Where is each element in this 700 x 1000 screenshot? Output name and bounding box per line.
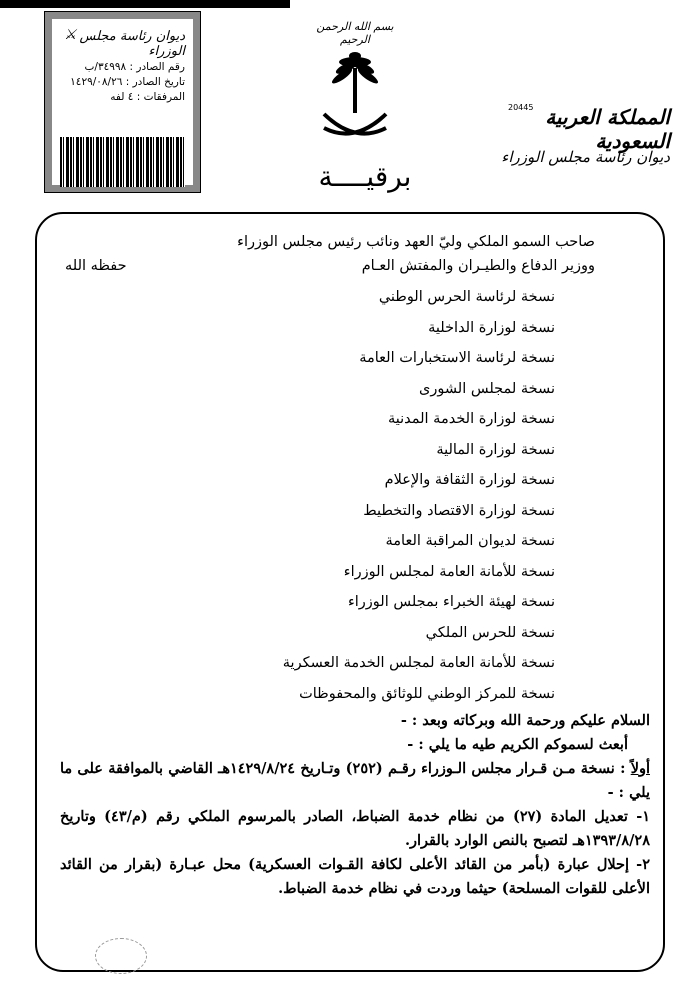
telegram-title: برقيــــة xyxy=(318,160,412,193)
bismillah: بسم الله الرحمن الرحيم xyxy=(316,20,394,46)
palm-swords-icon: ⚔ xyxy=(64,27,77,43)
kingdom-serial: 20445 xyxy=(508,103,534,112)
copy-item: نسخة لرئاسة الاستخبارات العامة xyxy=(359,350,555,366)
letter-body xyxy=(60,230,650,901)
ref-number: رقم الصادر : ٣٤٩٩٨/ب xyxy=(84,61,185,73)
kingdom-title: المملكة العربية السعودية xyxy=(545,105,670,153)
honorific: حفظه الله xyxy=(65,258,127,274)
copy-item: نسخة للأمانة العامة لمجلس الوزراء xyxy=(343,563,555,580)
addressee-line-1: صاحب السمو الملكي وليّ العهد ونائب رئيس مجلس الوزراء xyxy=(237,234,595,250)
copy-item: نسخة لديوان المراقبة العامة xyxy=(385,533,555,549)
ref-office-header xyxy=(60,29,185,59)
reference-box xyxy=(45,12,200,192)
copy-item: نسخة لوزارة الثقافة والإعلام xyxy=(384,472,555,488)
item-1: ١- تعديل المادة (٢٧) من نظام خدمة الضباط، الصادر بالمرسوم الملكي رقم (م/٤٣) وتاريخ ١٣٩٣/٨/٢٨هـ لتصبح بالنص الوارد بالقرار. xyxy=(60,808,651,849)
addressee-line-2: ووزير الدفاع والطيـران والمفتش العـام حفظه الله xyxy=(65,254,650,278)
item-2: ٢- إحلال عبارة (بأمر من القائد الأعلى لكافة القـوات العسكرية) محل عبـارة (بقرار من القائد الأعلى للقوات المسلحة) حيثما وردت في نظام خدمة الضباط. xyxy=(60,856,650,897)
saudi-emblem-icon xyxy=(318,48,392,148)
ref-office-title: ديوان رئاسة مجلس الوزراء xyxy=(79,29,185,59)
copies-list xyxy=(60,282,650,709)
ref-attachments: المرفقات : ٤ لفه xyxy=(110,91,185,103)
copy-item: نسخة للمركز الوطني للوثائق والمحفوظات xyxy=(299,685,555,702)
intro-line: أبعث لسموكم الكريم طيه ما يلي : - xyxy=(407,736,628,753)
first-paragraph xyxy=(60,757,650,805)
copy-item: نسخة للحرس الملكي xyxy=(425,624,555,641)
copy-item: نسخة لرئاسة الحرس الوطني xyxy=(378,289,555,305)
greeting: السلام عليكم ورحمة الله وبركاته وبعد : - xyxy=(400,712,650,729)
first-label: أولاً xyxy=(630,760,650,777)
copy-item: نسخة للأمانة العامة لمجلس الخدمة العسكرية xyxy=(282,655,555,671)
faint-stamp xyxy=(95,938,147,974)
copy-item: نسخة لمجلس الشورى xyxy=(419,380,555,397)
copy-item: نسخة لوزارة الخدمة المدنية xyxy=(387,411,555,427)
copy-item: نسخة لوزارة الاقتصاد والتخطيط xyxy=(363,502,555,519)
first-text: : نسخة مـن قـرار مجلس الـوزراء رقـم (٢٥٢) وتـاريخ ١٤٢٩/٨/٢٤هـ القاضي بالموافقة على ما يلي : - xyxy=(60,760,650,801)
copy-item: نسخة لوزارة الداخلية xyxy=(428,319,555,336)
copy-item: نسخة لوزارة المالية xyxy=(436,441,555,458)
barcode xyxy=(60,137,185,187)
copy-item: نسخة لهيئة الخبراء بمجلس الوزراء xyxy=(347,594,555,610)
ref-date: تاريخ الصادر : ١٤٢٩/٠٨/٢٦ xyxy=(70,76,185,88)
top-edge-bar xyxy=(0,0,290,8)
diwan-title: ديوان رئاسة مجلس الوزراء xyxy=(501,148,670,166)
